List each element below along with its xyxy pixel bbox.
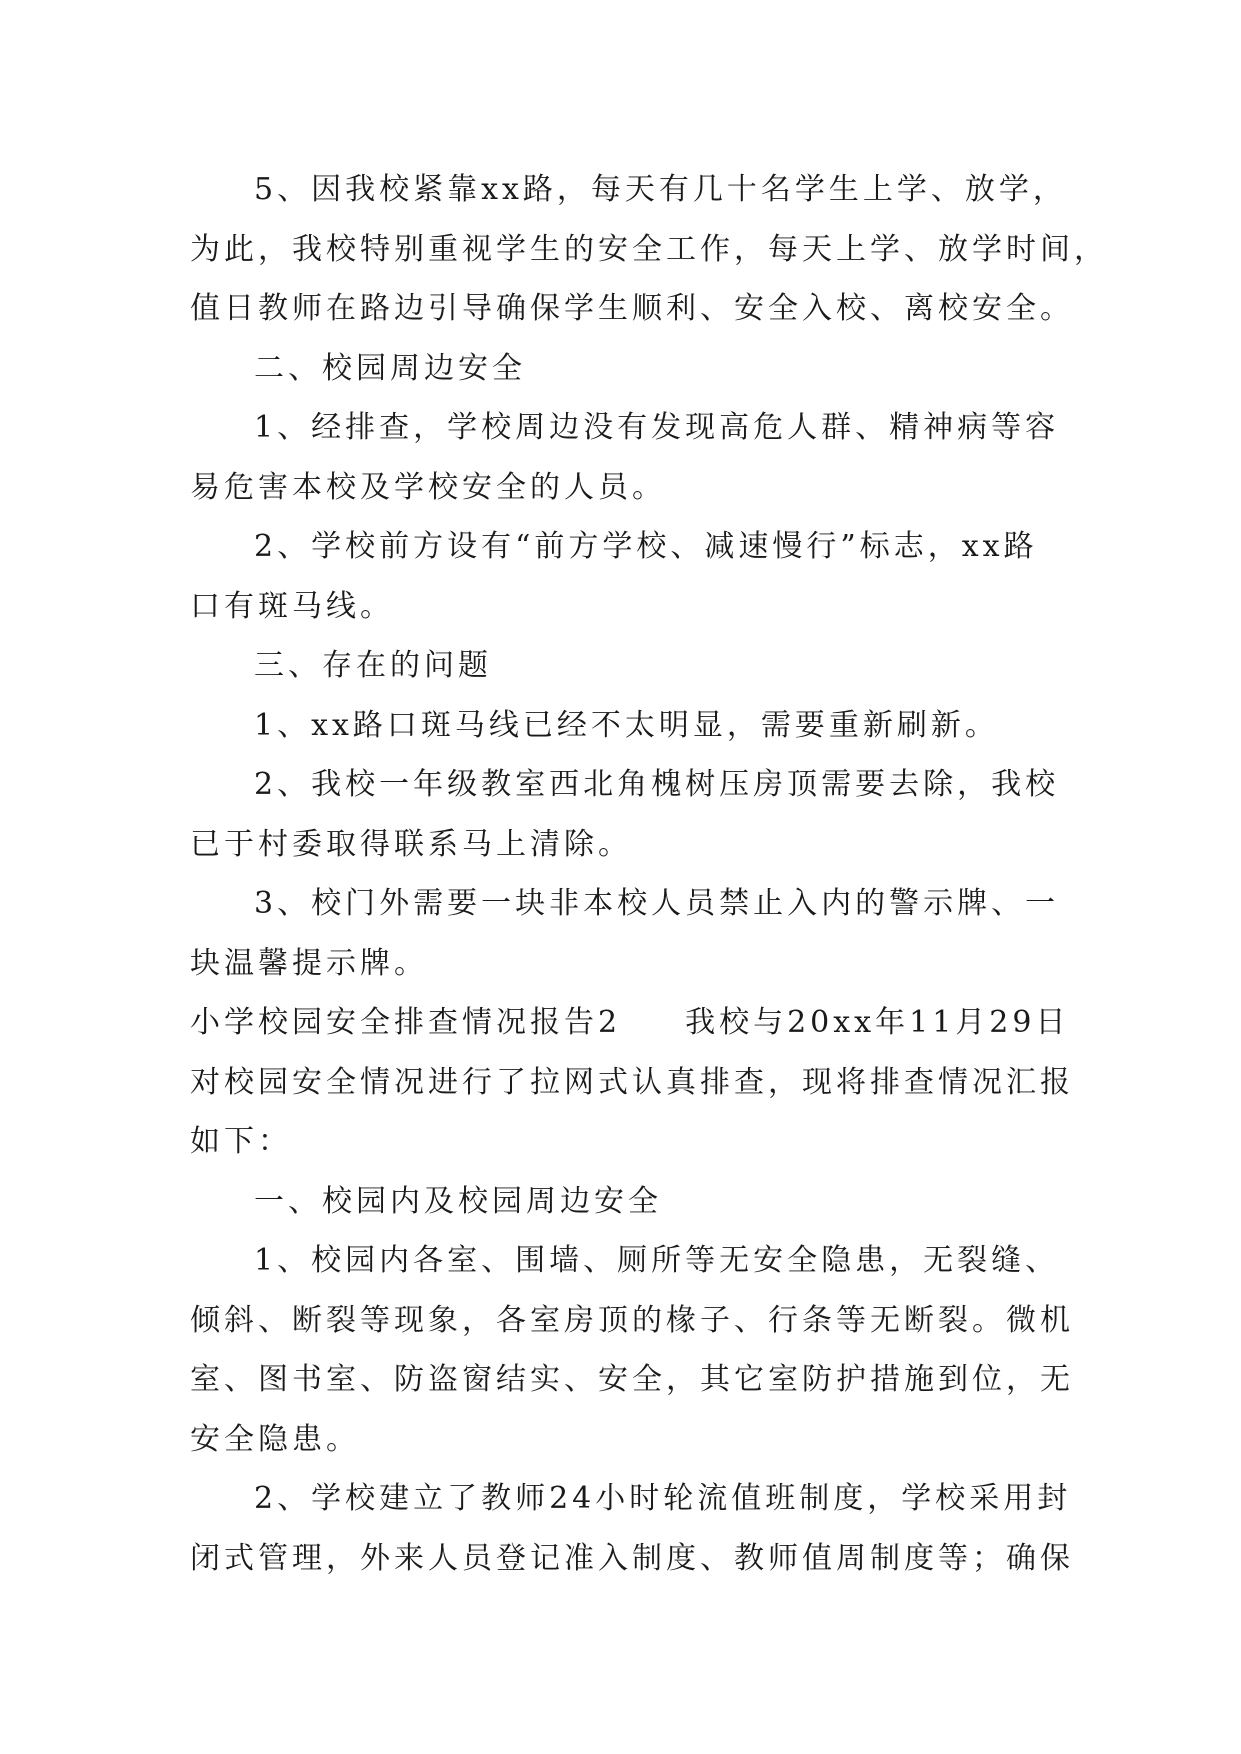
paragraph-line: 1、xx路口斑马线已经不太明显，需要重新刷新。 (254, 707, 999, 743)
paragraph-line: 2、我校一年级教室西北角槐树压房顶需要去除，我校 (254, 767, 1060, 802)
paragraph-line: 对校园安全情况进行了拉网式认真排查，现将排查情况汇报 (190, 1064, 1074, 1100)
report-intro: 我校与20xx年11月29日 (685, 1005, 1070, 1040)
section-heading: 一、校园内及校园周边安全 (254, 1183, 662, 1219)
paragraph-line: 易危害本校及学校安全的人员。 (190, 469, 666, 505)
paragraph-line: 块温馨提示牌。 (190, 945, 428, 981)
report-title: 小学校园安全排查情况报告2 (190, 1005, 622, 1040)
paragraph-line: 如下： (190, 1124, 292, 1159)
section-heading: 三、存在的问题 (254, 648, 492, 683)
paragraph-line: 口有斑马线。 (190, 588, 394, 624)
report-title-line (190, 993, 1070, 1053)
paragraph-line: 倾斜、断裂等现象，各室房顶的椽子、行条等无断裂。微机 (190, 1302, 1074, 1338)
paragraph-line: 为此，我校特别重视学生的安全工作，每天上学、放学时间， (190, 231, 1108, 267)
paragraph-line: 3、校门外需要一块非本校人员禁止入内的警示牌、一 (254, 886, 1060, 921)
paragraph-line: 室、图书室、防盗窗结实、安全，其它室防护措施到位，无 (190, 1362, 1074, 1397)
paragraph-line: 1、校园内各室、围墙、厕所等无安全隐患，无裂缝、 (254, 1243, 1060, 1278)
paragraph-line: 2、学校建立了教师24小时轮流值班制度，学校采用封 (254, 1481, 1072, 1516)
paragraph-line: 值日教师在路边引导确保学生顺利、安全入校、离校安全。 (190, 291, 1074, 326)
document-body (190, 160, 1108, 1588)
section-heading: 二、校园周边安全 (254, 350, 526, 386)
paragraph-line: 5、因我校紧靠xx路，每天有几十名学生上学、放学， (254, 172, 1067, 207)
paragraph-line: 安全隐患。 (190, 1421, 360, 1457)
paragraph-line: 1、经排查，学校周边没有发现高危人群、精神病等容 (254, 410, 1060, 445)
paragraph-line: 闭式管理，外来人员登记准入制度、教师值周制度等；确保 (190, 1540, 1074, 1576)
paragraph-line: 已于村委取得联系马上清除。 (190, 826, 632, 862)
paragraph-line: 2、学校前方设有“前方学校、减速慢行”标志，xx路 (254, 529, 1038, 564)
